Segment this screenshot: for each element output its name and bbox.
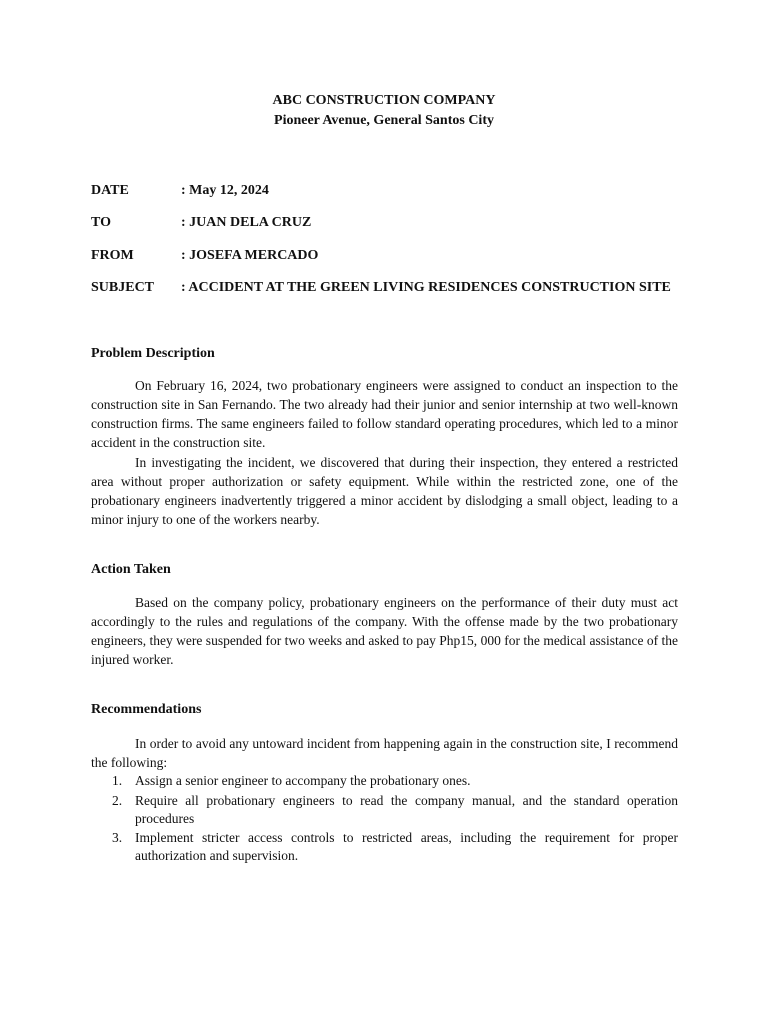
company-address: Pioneer Avenue, General Santos City	[274, 113, 494, 128]
problem-paragraph-1: On February 16, 2024, two probationary engineers were assigned to conduct an inspection to the construction site in San Fernando. The two already had their junior and senior internship at two well-known construction firms. The same engineers failed to follow standard operating procedures, which led to a minor accident in the construction site.	[91, 378, 678, 450]
recommendations-intro: In order to avoid any untoward incident from happening again in the construction site, I recommend the following:	[91, 736, 678, 770]
date-label: DATE	[91, 183, 129, 198]
action-heading: Action Taken	[91, 562, 171, 577]
problem-paragraph-2: In investigating the incident, we discovered that during their inspection, they entered a restricted area without proper authorization or safety equipment. While within the restricted zone, one of the probationary engineers inadvertently triggered a minor accident by dislodging a small object, leading to a minor injury to one of the workers nearby.	[91, 455, 678, 527]
list-text: Assign a senior engineer to accompany the probationary ones.	[135, 773, 471, 788]
list-number: 2.	[112, 793, 123, 808]
recommendations-heading: Recommendations	[91, 702, 202, 717]
from-label: FROM	[91, 248, 134, 263]
date-value: : May 12, 2024	[181, 183, 269, 198]
to-label: TO	[91, 215, 111, 230]
to-value: : JUAN DELA CRUZ	[181, 215, 312, 230]
subject-value: : ACCIDENT AT THE GREEN LIVING RESIDENCES CONSTRUCTION SITE	[181, 280, 671, 295]
action-paragraph: Based on the company policy, probationary engineers on the performance of their duty must act accordingly to the rules and regulations of the company. With the offense made by the two probationary engineers, they were suspended for two weeks and asked to pay Php15, 000 for the medical assistance of the injured worker.	[91, 595, 678, 667]
subject-label: SUBJECT	[91, 280, 155, 295]
list-number: 3.	[112, 830, 123, 845]
list-text: Implement stricter access controls to restricted areas, including the requirement for proper authorization and supervision.	[135, 830, 678, 863]
list-number: 1.	[112, 773, 123, 788]
problem-heading: Problem Description	[91, 346, 215, 361]
from-value: : JOSEFA MERCADO	[181, 248, 319, 263]
list-text: Require all probationary engineers to read the company manual, and the standard operation procedures	[135, 793, 678, 826]
company-name: ABC CONSTRUCTION COMPANY	[272, 93, 496, 108]
